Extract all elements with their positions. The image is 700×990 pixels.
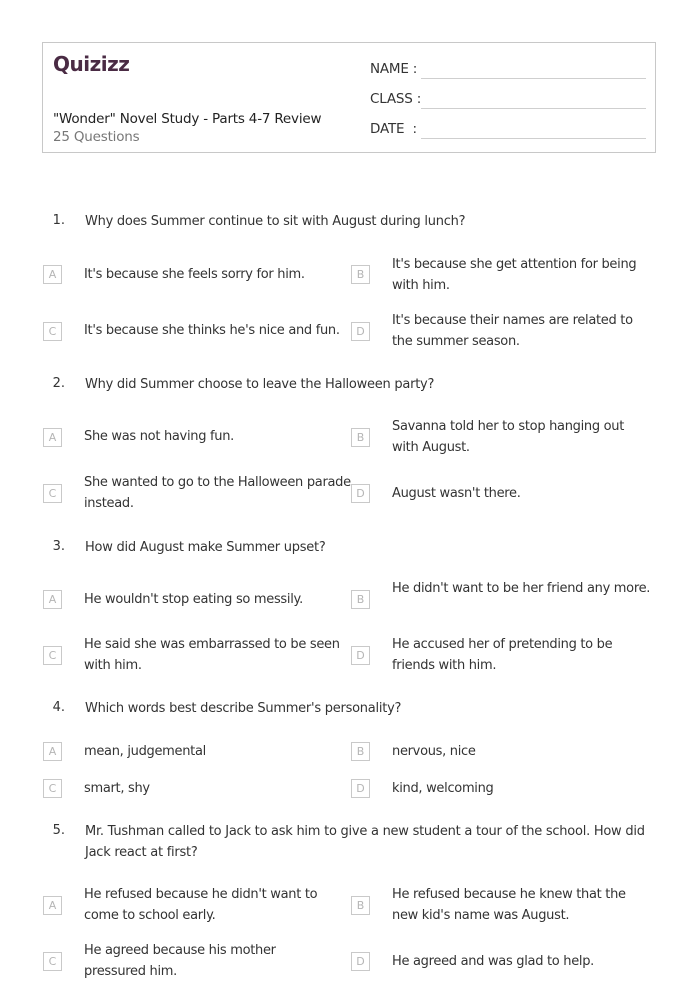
option-c-box[interactable]: C [43, 779, 62, 798]
option-d-text: He accused her of pretending to be friends with him. [392, 637, 613, 673]
option-b-box[interactable]: B [351, 742, 370, 761]
option-a-text: It's because she feels sorry for him. [84, 267, 305, 282]
option-d-box[interactable]: D [351, 952, 370, 971]
question-text: Why does Summer continue to sit with August during lunch? [85, 214, 466, 229]
option-c-box[interactable]: C [43, 646, 62, 665]
option-d-text: He agreed and was glad to help. [392, 954, 594, 969]
option-b-text: He didn't want to be her friend any more. [392, 581, 651, 596]
name-label: NAME : [370, 61, 418, 77]
option-c-text: He said she was embarrassed to be seen with him. [84, 637, 340, 673]
option-a-box[interactable]: A [43, 742, 62, 761]
option-a-text: She was not having fun. [84, 429, 234, 444]
option-d-box[interactable]: D [351, 779, 370, 798]
question-number: 2. [52, 376, 65, 391]
option-d-box[interactable]: D [351, 484, 370, 503]
option-b-box[interactable]: B [351, 590, 370, 609]
date-line[interactable] [421, 138, 646, 139]
option-a-text: He wouldn't stop eating so messily. [84, 592, 303, 607]
worksheet-header [42, 42, 656, 153]
option-b-box[interactable]: B [351, 896, 370, 915]
name-line[interactable] [421, 78, 646, 79]
class-label: CLASS : [370, 91, 422, 107]
option-d-box[interactable]: D [351, 322, 370, 341]
option-b-text: He refused because he knew that the new kid's name was August. [392, 887, 626, 923]
question-number: 3. [52, 539, 65, 554]
date-label: DATE : [370, 121, 417, 137]
option-c-box[interactable]: C [43, 484, 62, 503]
question-count: 25 Questions [53, 129, 140, 145]
option-c-text: He agreed because his mother pressured him. [84, 943, 276, 979]
class-line[interactable] [421, 108, 646, 109]
option-b-box[interactable]: B [351, 428, 370, 447]
question-number: 4. [52, 700, 65, 715]
option-a-box[interactable]: A [43, 590, 62, 609]
question-text: Mr. Tushman called to Jack to ask him to give a new student a tour of the school. How did Jack react at first? [85, 824, 645, 860]
option-b-box[interactable]: B [351, 265, 370, 284]
option-a-box[interactable]: A [43, 428, 62, 447]
option-d-text: It's because their names are related to the summer season. [392, 313, 633, 349]
option-c-text: smart, shy [84, 781, 150, 796]
option-c-text: She wanted to go to the Halloween parade instead. [84, 475, 351, 511]
option-b-text: nervous, nice [392, 744, 476, 759]
quizizz-logo: Quizizz [53, 52, 130, 76]
option-a-text: He refused because he didn't want to come to school early. [84, 887, 318, 923]
worksheet-title: "Wonder" Novel Study - Parts 4-7 Review [53, 111, 322, 127]
option-a-text: mean, judgemental [84, 744, 206, 759]
option-c-box[interactable]: C [43, 322, 62, 341]
question-text: Which words best describe Summer's personality? [85, 701, 402, 716]
option-d-text: August wasn't there. [392, 486, 521, 501]
question-text: Why did Summer choose to leave the Halloween party? [85, 377, 435, 392]
option-c-box[interactable]: C [43, 952, 62, 971]
option-a-box[interactable]: A [43, 896, 62, 915]
option-b-text: Savanna told her to stop hanging out with August. [392, 419, 625, 455]
question-text: How did August make Summer upset? [85, 540, 326, 555]
option-d-text: kind, welcoming [392, 781, 494, 796]
option-c-text: It's because she thinks he's nice and fun. [84, 323, 340, 338]
option-a-box[interactable]: A [43, 265, 62, 284]
question-number: 1. [52, 213, 65, 228]
question-number: 5. [52, 823, 65, 838]
option-b-text: It's because she get attention for being with him. [392, 257, 637, 293]
option-d-box[interactable]: D [351, 646, 370, 665]
